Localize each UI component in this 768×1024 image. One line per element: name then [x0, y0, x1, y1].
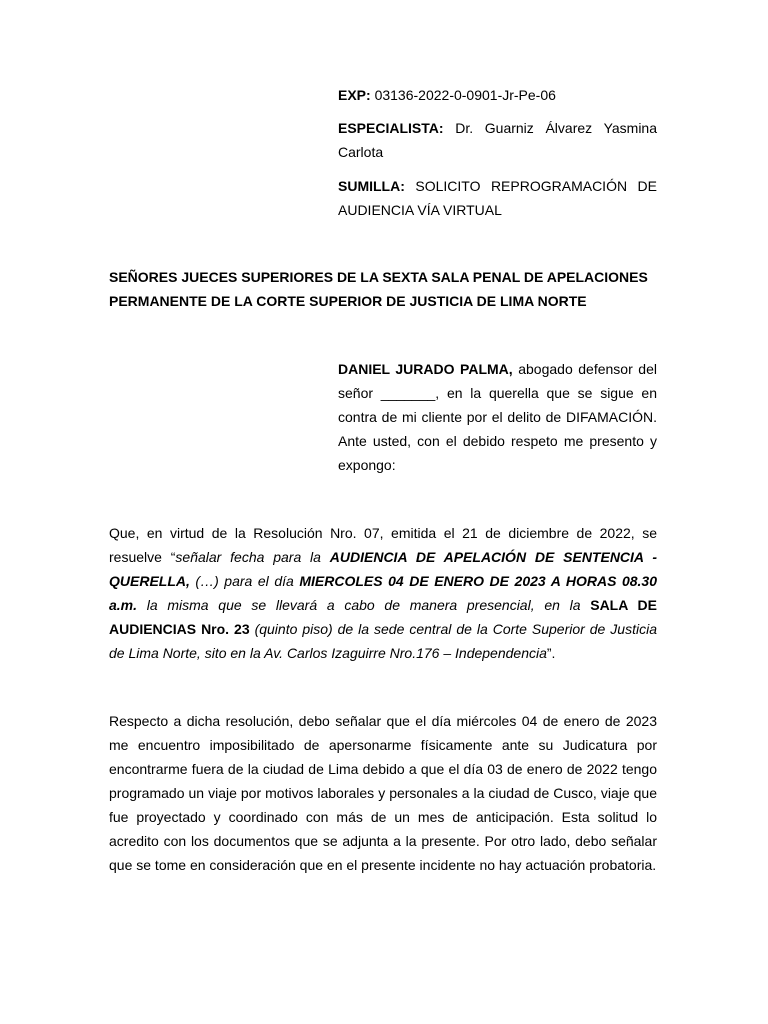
- p1-segment-9: ”.: [546, 645, 556, 661]
- sumilla-label: SUMILLA:: [338, 178, 405, 194]
- intro-paragraph: [338, 357, 657, 477]
- p1-segment-5: MIERCOLES 04 DE ENERO DE 2023 A HORAS 08.30 a.m.: [109, 573, 657, 613]
- p1-segment-4: (…) para el día: [189, 573, 300, 589]
- addressee-heading: [109, 265, 657, 313]
- especialista-value: Dr. Guarniz Álvarez Yasmina Carlota: [338, 120, 657, 160]
- especialista-label: ESPECIALISTA:: [338, 120, 444, 136]
- sumilla-line: [338, 174, 657, 222]
- addressee-line-1: SEÑORES JUECES SUPERIORES DE LA SEXTA SALA PENAL DE APELACIONES: [109, 269, 648, 285]
- addressee-line-2: PERMANENTE DE LA CORTE SUPERIOR DE JUSTICIA DE LIMA NORTE: [109, 293, 587, 309]
- exp-label: EXP:: [338, 87, 371, 103]
- body-paragraph-2: Respecto a dicha resolución, debo señalar que el día miércoles 04 de enero de 2023 me encuentro imposibilitado de apersonarme físicamente ante su Judicatura por encontrarme fuera de la ciudad de Lima debido a que el día 03 de enero de 2022 tengo programado un viaje por motivos laborales y personales a la ciudad de Cusco, viaje que fue proyectado y coordinado con más de un mes de anticipación. Esta solitud lo acredito con los documentos que se adjunta a la presente. Por otro lado, debo señalar que se tome en consideración que en el presente incidente no hay actuación probatoria.: [109, 713, 657, 873]
- p1-segment-6: la misma que se llevará a cabo de manera presencial, en la: [137, 597, 591, 613]
- p1-segment-3: AUDIENCIA DE APELACIÓN DE SENTENCIA -QUERELLA,: [109, 549, 658, 589]
- lawyer-name: DANIEL JURADO PALMA,: [338, 361, 513, 377]
- p1-segment-7: SALA DE AUDIENCIAS Nro. 23: [109, 597, 657, 637]
- sumilla-value: SOLICITO REPROGRAMACIÓN DE AUDIENCIA VÍA VIRTUAL: [338, 178, 657, 218]
- body-paragraph-1: [109, 521, 657, 665]
- exp-value: 03136-2022-0-0901-Jr-Pe-06: [370, 87, 556, 103]
- especialista-line: [338, 116, 657, 164]
- p1-segment-2: señalar fecha para la: [175, 549, 330, 565]
- p1-segment-1: Que, en virtud de la Resolución Nro. 07, emitida el 21 de diciembre de 2022, se resuelve “: [109, 525, 657, 565]
- intro-text: abogado defensor del señor _______, en la querella que se sigue en contra de mi cliente por el delito de DIFAMACIÓN. Ante usted, con el debido respeto me presento y expongo:: [338, 361, 657, 473]
- p1-segment-8: (quinto piso) de la sede central de la Corte Superior de Justicia de Lima Norte, sito en la Av. Carlos Izaguirre Nro.176 – Independencia: [109, 621, 657, 661]
- expediente-line: [338, 83, 657, 107]
